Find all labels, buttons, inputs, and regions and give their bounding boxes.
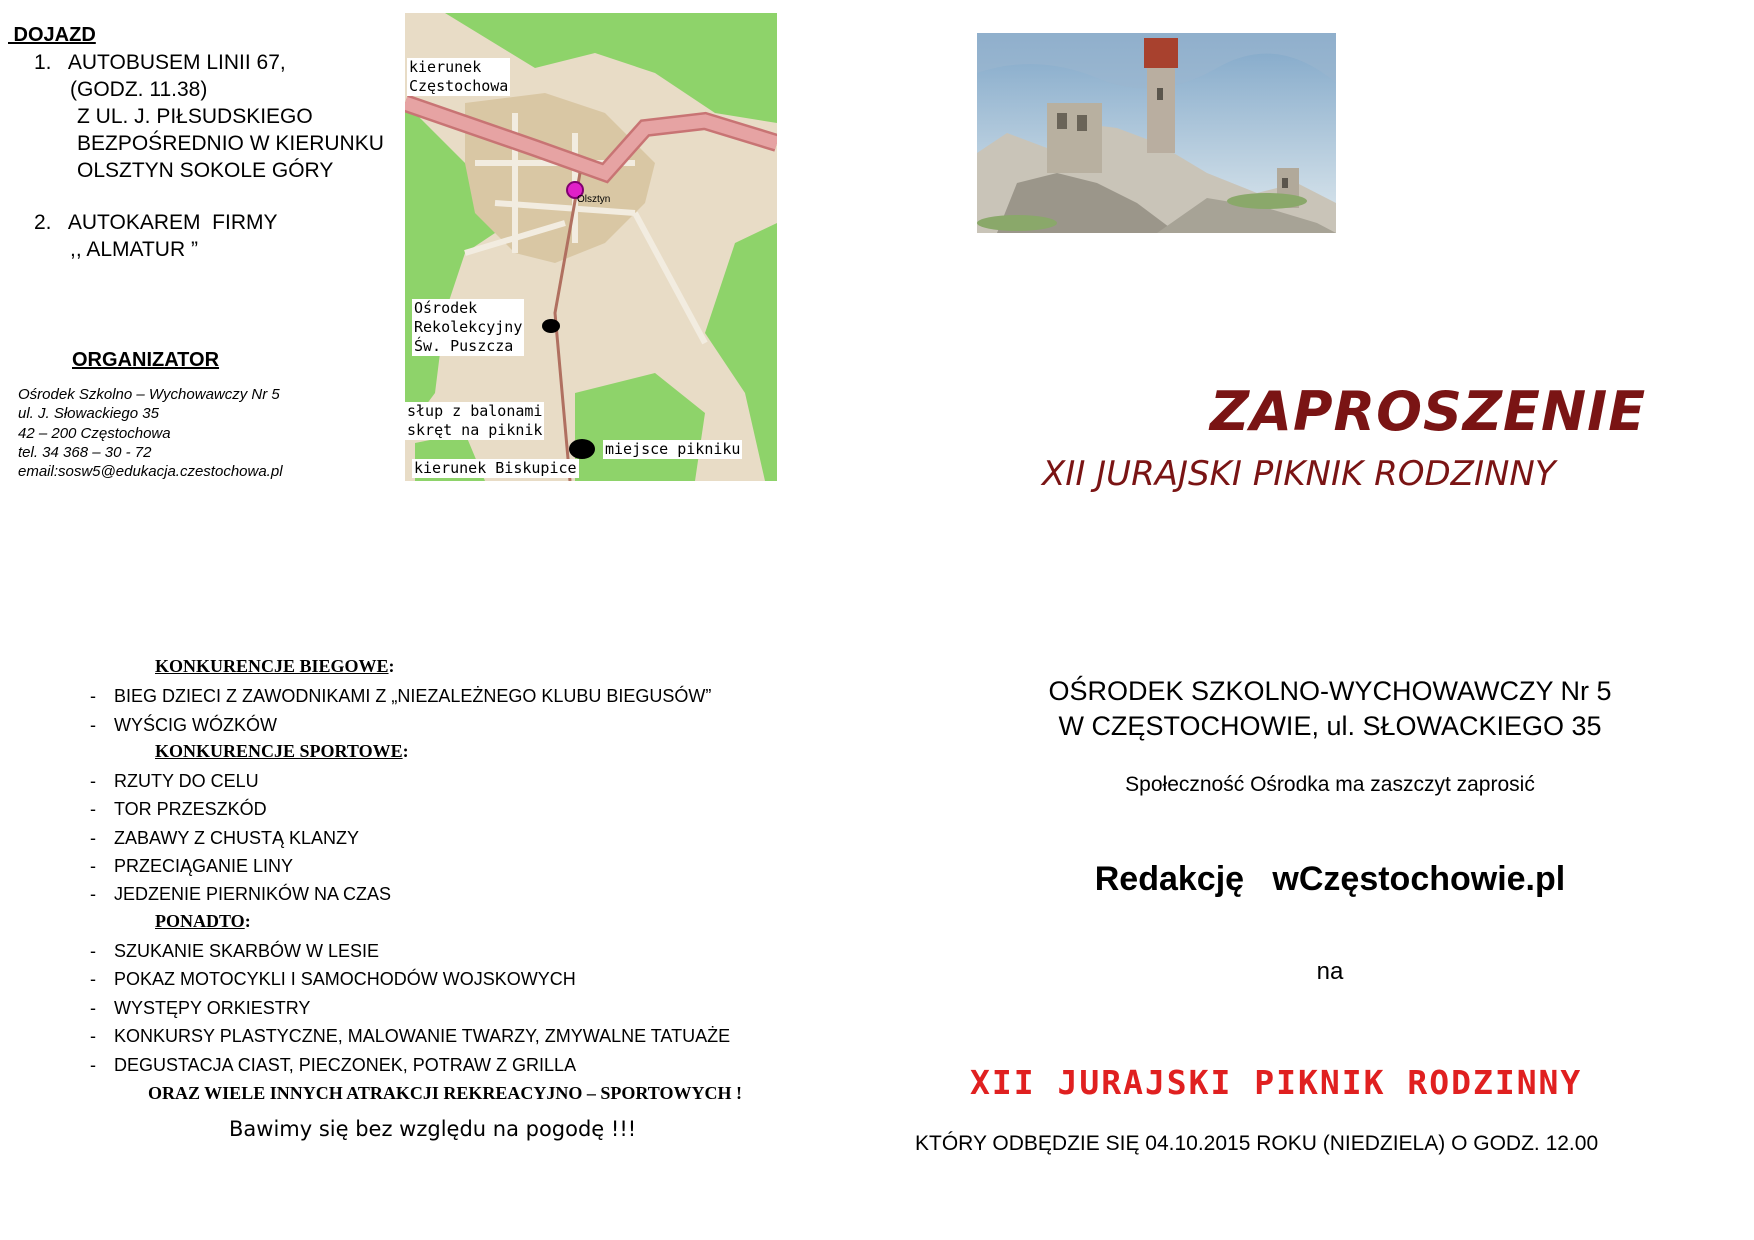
map-label-picnic: miejsce pikniku	[605, 440, 741, 458]
sport-heading: KONKURENCJE SPORTOWE:	[155, 741, 409, 761]
program-item: - PRZECIĄGANIE LINY	[90, 856, 294, 876]
directions-line: Z UL. J. PIŁSUDSKIEGO	[77, 105, 313, 128]
host-address: W CZĘSTOCHOWIE, ul. SŁOWACKIEGO 35	[1058, 711, 1602, 741]
program-item: - SZUKANIE SKARBÓW W LESIE	[90, 941, 380, 961]
directions-line: (GODZ. 11.38)	[70, 78, 208, 101]
event-subtitle: XII JURAJSKI PIKNIK RODZINNY	[1042, 454, 1556, 494]
directions-line: 2. AUTOKAREM FIRMY	[34, 211, 278, 234]
organizer-city: 42 – 200 Częstochowa	[18, 425, 171, 442]
event-datetime: KTÓRY ODBĘDZIE SIĘ 04.10.2015 ROKU (NIEDZIELA) O GODZ. 12.00	[915, 1132, 1599, 1155]
program-item: - WYSTĘPY ORKIESTRY	[90, 998, 311, 1018]
weather-note: Bawimy się bez względu na pogodę !!!	[229, 1117, 637, 1141]
running-heading: KONKURENCJE BIEGOWE:	[155, 656, 395, 676]
picnic-marker-icon	[569, 439, 595, 459]
extra-heading: PONADTO:	[155, 911, 251, 931]
location-map	[405, 13, 777, 481]
map-label-pole: słup z balonami skręt na piknik	[407, 402, 543, 439]
program-item: - POKAZ MOTOCYKLI I SAMOCHODÓW WOJSKOWYCH	[90, 969, 576, 989]
guest-name: Redakcję wCzęstochowie.pl	[1094, 860, 1566, 898]
organizer-name: Ośrodek Szkolno – Wychowawczy Nr 5	[18, 386, 280, 403]
map-label-retreat: Ośrodek Rekolekcyjny Św. Puszcza	[414, 299, 523, 355]
castle-ruins-image	[977, 33, 1336, 233]
closing-note: ORAZ WIELE INNYCH ATRAKCJI REKREACYJNO – SPORTOWYCH !	[148, 1083, 742, 1103]
program-item: - KONKURSY PLASTYCZNE, MALOWANIE TWARZY, ZMYWALNE TATUAŻE	[90, 1026, 731, 1046]
organizer-email: email:sosw5@edukacja.czestochowa.pl	[18, 463, 283, 480]
organizer-title: ORGANIZATOR	[72, 349, 220, 371]
retreat-marker-icon	[542, 319, 560, 333]
directions-title: DOJAZD	[8, 24, 96, 46]
organizer-phone: tel. 34 368 – 30 - 72	[18, 444, 152, 461]
program-item: - ZABAWY Z CHUSTĄ KLANZY	[90, 828, 360, 848]
map-label-south: kierunek Biskupice	[414, 459, 577, 477]
invitation-title: ZAPROSZENIE	[1210, 380, 1647, 443]
invite-text: Społeczność Ośrodka ma zaszczyt zaprosić	[1125, 773, 1535, 796]
program-item: - BIEG DZIECI Z ZAWODNIKAMI Z „NIEZALEŻNEGO KLUBU BIEGUSÓW”	[90, 686, 712, 706]
directions-line: BEZPOŚREDNIO W KIERUNKU	[77, 132, 384, 155]
organizer-street: ul. J. Słowackiego 35	[18, 405, 159, 422]
program-item: - RZUTY DO CELU	[90, 771, 259, 791]
map-label-town: Olsztyn	[577, 194, 611, 205]
host-name: OŚRODEK SZKOLNO-WYCHOWAWCZY Nr 5	[1048, 676, 1612, 706]
map-label-north: kierunek Częstochowa	[409, 58, 509, 95]
event-name: XII JURAJSKI PIKNIK RODZINNY	[970, 1063, 1583, 1102]
directions-line: OLSZTYN SOKOLE GÓRY	[77, 159, 334, 182]
connector-na: na	[1316, 958, 1344, 985]
program-item: - JEDZENIE PIERNIKÓW NA CZAS	[90, 884, 392, 904]
directions-line: ,, ALMATUR ”	[70, 238, 198, 261]
program-item: - WYŚCIG WÓZKÓW	[90, 715, 277, 735]
program-item: - TOR PRZESZKÓD	[90, 799, 267, 819]
directions-line: 1. AUTOBUSEM LINII 67,	[34, 51, 286, 74]
program-item: - DEGUSTACJA CIAST, PIECZONEK, POTRAW Z GRILLA	[90, 1055, 577, 1075]
